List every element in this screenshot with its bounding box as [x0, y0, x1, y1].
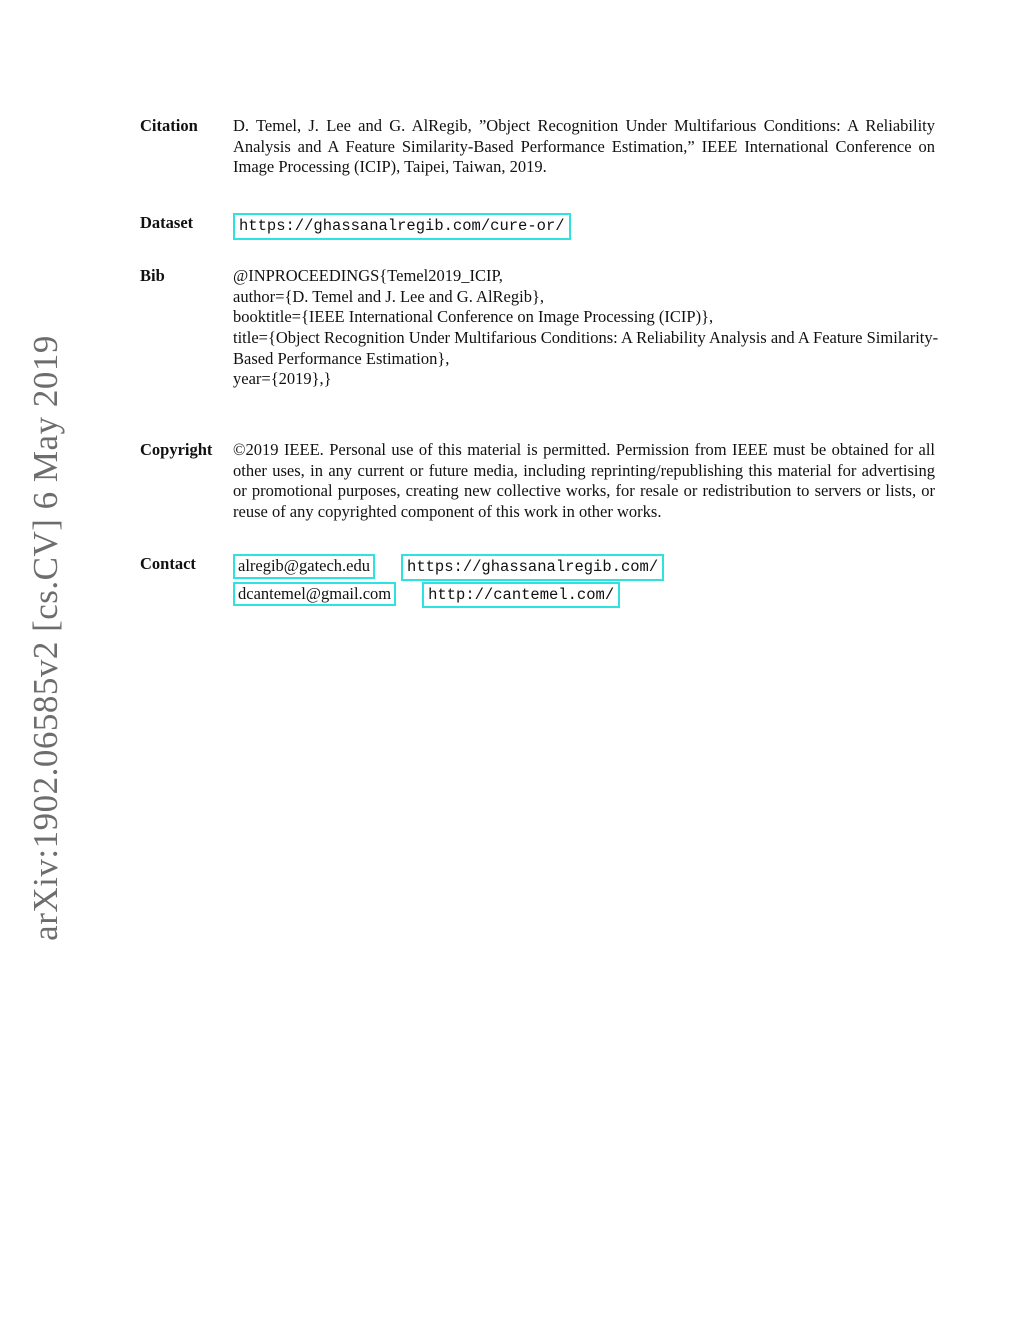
dataset-label: Dataset	[140, 213, 194, 233]
copyright-section	[140, 440, 960, 523]
contact-website-link[interactable]: http://cantemel.com/	[422, 582, 620, 609]
citation-text: D. Temel, J. Lee and G. AlRegib, ”Object Recognition Under Multifarious Conditions: A Reliability Analysis and A Feature Similarity-Based Performance Estimation,” IEEE International Conference on Image Processing (ICIP), Taipei, Taiwan, 2019.	[233, 116, 935, 177]
citation-section	[140, 116, 960, 178]
citation-label: Citation	[140, 116, 198, 135]
bib-line: year={2019},}	[233, 369, 332, 389]
dataset-section	[140, 213, 960, 240]
contact-row	[233, 582, 664, 609]
copyright-text: ©2019 IEEE. Personal use of this material is permitted. Permission from IEEE must be obtained for all other uses, in any current or future media, including reprinting/republishing this material for advertising or promotional purposes, creating new collective works, for resale or redistribution to servers or lists, or reuse of any copyrighted component of this work in other works.	[233, 440, 935, 522]
contact-email-link[interactable]: dcantemel@gmail.com	[233, 582, 396, 607]
bib-section	[140, 266, 960, 390]
bib-line: author={D. Temel and J. Lee and G. AlRegib},	[233, 286, 544, 306]
bib-line: @INPROCEEDINGS{Temel2019_ICIP,	[233, 265, 503, 285]
contact-website-link[interactable]: https://ghassanalregib.com/	[401, 554, 664, 581]
contact-row	[233, 554, 664, 581]
contact-label: Contact	[140, 553, 196, 573]
contact-email-link[interactable]: alregib@gatech.edu	[233, 554, 375, 579]
dataset-link[interactable]: https://ghassanalregib.com/cure-or/	[233, 213, 571, 240]
bib-label: Bib	[140, 265, 165, 285]
contact-section	[140, 554, 960, 609]
bib-line: title={Object Recognition Under Multifarious Conditions: A Reliability Analysis and A Feature Similarity-Based Performance Estimation},	[233, 327, 939, 368]
copyright-label: Copyright	[140, 440, 213, 460]
paper-front-matter	[140, 116, 960, 609]
arxiv-watermark: arXiv:1902.06585v2 [cs.CV] 6 May 2019	[26, 335, 65, 941]
bib-line: booktitle={IEEE International Conference on Image Processing (ICIP)},	[233, 307, 714, 327]
